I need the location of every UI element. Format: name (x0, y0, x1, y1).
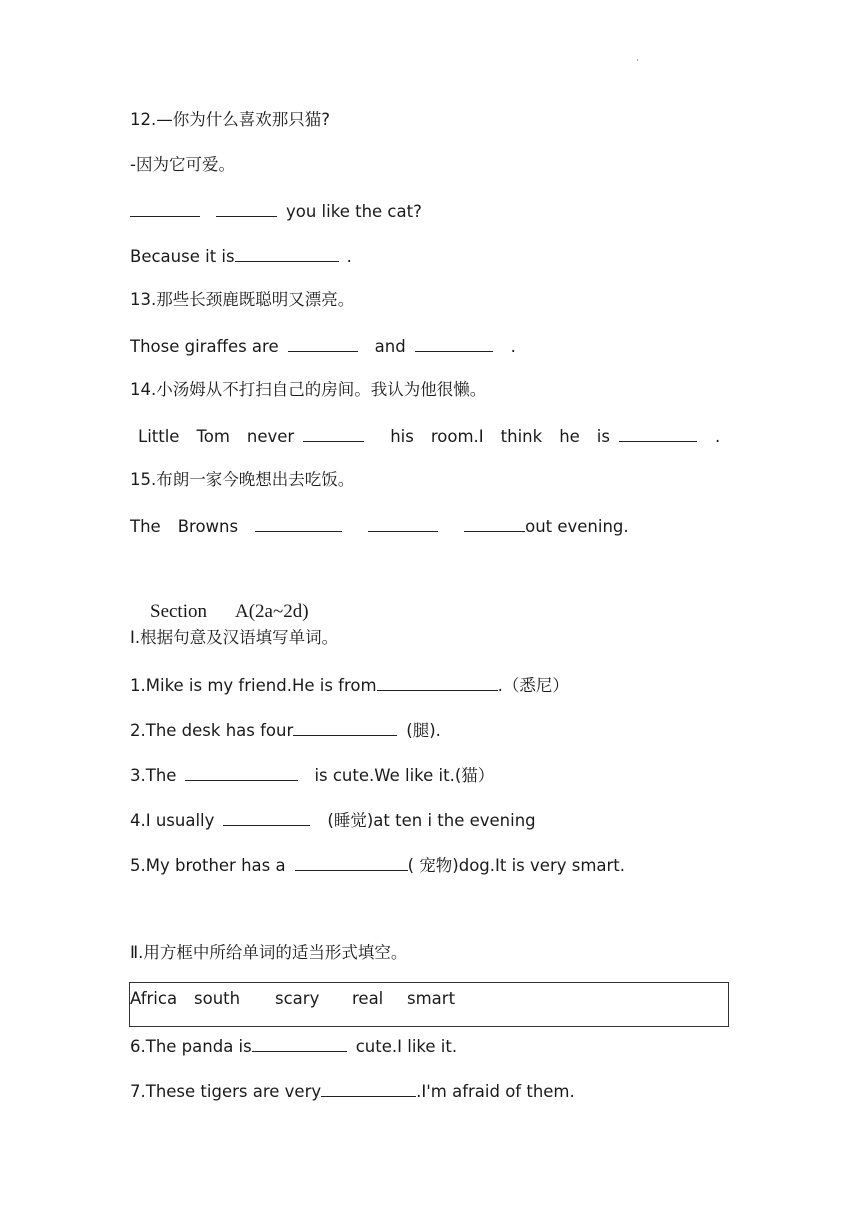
q12-chinese-answer: -因为它可爱。 (130, 155, 235, 174)
q4-prefix: 4.I usually (130, 811, 215, 830)
blank[interactable] (415, 335, 493, 352)
q5-suffix: ( 宠物)dog.It is very smart. (407, 856, 626, 875)
q12-english-answer (130, 245, 352, 267)
q12-english-line (130, 200, 422, 222)
word: never (246, 427, 295, 446)
word: Little (138, 427, 180, 446)
blank[interactable] (235, 245, 339, 262)
part2-q6 (130, 1035, 457, 1057)
q12-answer-prefix: Because it is (130, 247, 235, 266)
q6-suffix: cute.I like it. (355, 1037, 458, 1056)
word: The (130, 517, 161, 536)
blank[interactable] (295, 854, 408, 871)
blank[interactable] (321, 1080, 416, 1097)
word-box-item: Africa (130, 989, 178, 1008)
q13-prefix: Those giraffes are (130, 337, 279, 356)
q13-english-line (130, 335, 516, 357)
q2-prefix: 2.The desk has four (130, 721, 294, 740)
blank[interactable] (130, 200, 200, 217)
blank[interactable] (293, 719, 397, 736)
q1-suffix: .（悉尼） (497, 676, 569, 695)
q7-suffix: .I'm afraid of them. (416, 1082, 575, 1101)
q14-chinese: 14.小汤姆从不打扫自己的房间。我认为他很懒。 (130, 380, 487, 399)
part1-q1 (130, 674, 569, 696)
word: Tom (196, 427, 230, 446)
q7-prefix: 7.These tigers are very (130, 1082, 322, 1101)
blank[interactable] (464, 515, 525, 532)
part1-title: Ⅰ.根据句意及汉语填写单词。 (130, 628, 339, 647)
word: room.I (430, 427, 484, 446)
q3-suffix: is cute.We like it.(猫） (314, 766, 495, 785)
section-heading (150, 602, 309, 622)
q3-prefix: 3.The (130, 766, 177, 785)
word-box-item: real (352, 989, 384, 1008)
word: is (596, 427, 610, 446)
period: . (714, 427, 721, 446)
blank[interactable] (368, 515, 438, 532)
q4-suffix: (睡觉)at ten i the evening (327, 811, 536, 830)
blank[interactable] (223, 809, 310, 826)
header-mark: · (636, 56, 639, 66)
period: . (510, 337, 516, 356)
section-title: Section (150, 601, 207, 622)
part1-q5 (130, 854, 625, 876)
word: think (500, 427, 543, 446)
blank[interactable] (288, 335, 358, 352)
word-box-item: smart (407, 989, 456, 1008)
q5-prefix: 5.My brother has a (130, 856, 286, 875)
section-range: A(2a~2d) (235, 601, 309, 622)
q6-prefix: 6.The panda is (130, 1037, 252, 1056)
part1-q4 (130, 809, 536, 831)
q13-chinese: 13.那些长颈鹿既聪明又漂亮。 (130, 290, 355, 309)
blank[interactable] (216, 200, 277, 217)
q14-english-line (138, 425, 720, 447)
q13-and: and (374, 337, 406, 356)
q12-question-text: you like the cat? (286, 202, 422, 221)
q15-english-line (130, 515, 629, 537)
word-box-item: south (194, 989, 241, 1008)
word-box-item: scary (275, 989, 320, 1008)
q15-chinese: 15.布朗一家今晚想出去吃饭。 (130, 470, 355, 489)
q12-chinese: 12.—你为什么喜欢那只猫? (130, 110, 330, 129)
blank[interactable] (619, 425, 697, 442)
word: Browns (177, 517, 239, 536)
blank[interactable] (255, 515, 342, 532)
blank[interactable] (185, 764, 298, 781)
part1-q3 (130, 764, 494, 786)
word: he (559, 427, 580, 446)
period: . (346, 247, 352, 266)
word: his (390, 427, 414, 446)
q15-tail: out evening. (525, 517, 629, 536)
part1-q2 (130, 719, 441, 741)
q2-suffix: (腿). (406, 721, 441, 740)
part2-q7 (130, 1080, 575, 1102)
blank[interactable] (377, 674, 498, 691)
part2-title: Ⅱ.用方框中所给单词的适当形式填空。 (130, 943, 408, 962)
blank[interactable] (303, 425, 364, 442)
q1-prefix: 1.Mike is my friend.He is from (130, 676, 377, 695)
blank[interactable] (252, 1035, 347, 1052)
